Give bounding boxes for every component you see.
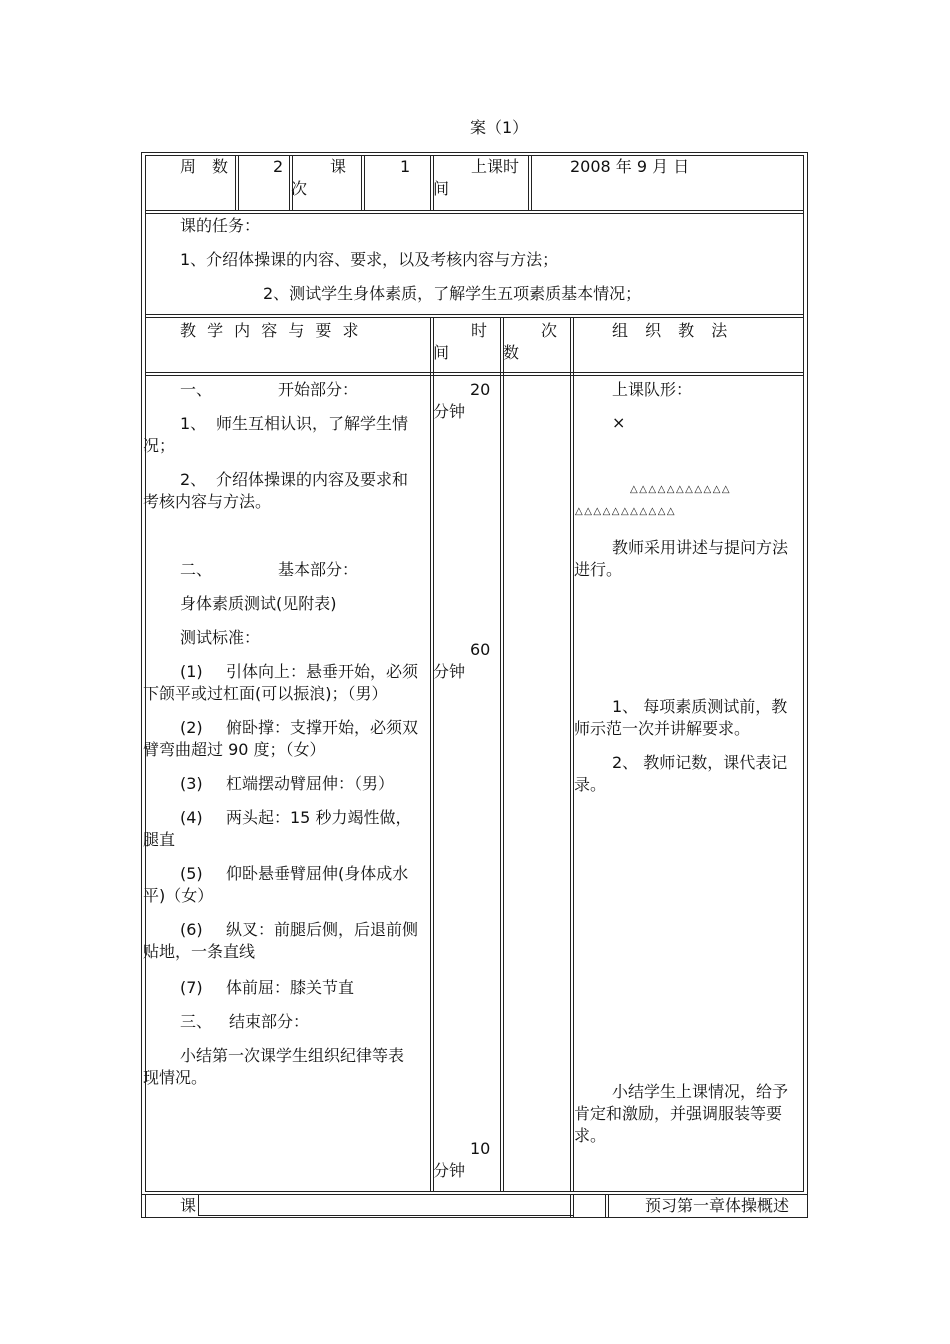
student-row-triangles: △△△△△△△△△△△ bbox=[575, 506, 677, 517]
test-text-cont: 腿直 bbox=[143, 830, 176, 849]
time-value: 10 bbox=[470, 1139, 491, 1158]
column-divider bbox=[433, 317, 434, 1191]
time-label: 上课时 bbox=[471, 157, 520, 176]
section-title: 基本部分： bbox=[278, 560, 359, 579]
column-divider bbox=[503, 317, 504, 1191]
method-text: 2、 教师记数，课代表记 bbox=[612, 753, 788, 772]
column-header-time-cont: 间 bbox=[433, 343, 450, 362]
section-title: 开始部分： bbox=[278, 380, 359, 399]
method-text-cont: 求。 bbox=[574, 1126, 607, 1145]
document-title: 案（1） bbox=[470, 118, 529, 137]
table-border-right bbox=[807, 152, 808, 1218]
section-number: 二、 bbox=[180, 560, 213, 579]
date-value: 2008 年 9 月 日 bbox=[570, 157, 690, 176]
method-text-cont: 进行。 bbox=[574, 560, 623, 579]
test-number: (4) bbox=[180, 808, 203, 827]
item-number: 1、 bbox=[180, 414, 207, 433]
time-value: 20 bbox=[470, 380, 491, 399]
row-divider bbox=[145, 375, 804, 376]
method-text-cont: 师示范一次并讲解要求。 bbox=[574, 719, 751, 738]
summary-text-cont: 现情况。 bbox=[143, 1068, 208, 1087]
table-border-bottom bbox=[141, 1217, 808, 1218]
column-header-time: 时 bbox=[471, 321, 488, 340]
header-divider bbox=[361, 155, 362, 211]
method-text: 教师采用讲述与提问方法 bbox=[612, 538, 789, 557]
table-border-left bbox=[141, 152, 142, 1218]
test-text: 引体向上：悬垂开始，必须 bbox=[226, 662, 419, 681]
section-number: 三、 bbox=[180, 1012, 213, 1031]
footer-underline bbox=[198, 1215, 573, 1216]
week-value: 2 bbox=[273, 157, 284, 176]
item-text: 介绍体操课的内容及要求和 bbox=[216, 470, 409, 489]
column-header-content: 教 学 内 容 与 要 求 bbox=[180, 321, 362, 340]
section-title: 结束部分： bbox=[229, 1012, 310, 1031]
footer-divider bbox=[573, 1194, 574, 1218]
header-divider bbox=[235, 155, 236, 211]
student-row-triangles: △△△△△△△△△△△ bbox=[630, 484, 732, 495]
test-text-cont: 下颌平或过杠面(可以振浪)；（男） bbox=[143, 684, 388, 703]
time-unit: 分钟 bbox=[433, 1161, 466, 1180]
item-number: 2、 bbox=[180, 470, 207, 489]
footer-divider bbox=[145, 1194, 146, 1218]
table-border-right-inner bbox=[803, 155, 804, 1191]
test-text: 体前屈：膝关节直 bbox=[226, 978, 355, 997]
test-number: (3) bbox=[180, 774, 203, 793]
test-intro: 身体素质测试(见附表) bbox=[180, 594, 337, 613]
column-divider bbox=[573, 317, 574, 1191]
test-text: 杠端摆动臂屈伸：（男） bbox=[226, 774, 395, 793]
row-divider bbox=[145, 372, 804, 373]
column-divider bbox=[570, 317, 571, 1191]
row-divider bbox=[145, 317, 804, 318]
method-text: 小结学生上课情况，给予 bbox=[612, 1082, 789, 1101]
test-number: (2) bbox=[180, 718, 203, 737]
row-divider bbox=[145, 314, 804, 315]
item-text-cont: 考核内容与方法。 bbox=[143, 492, 272, 511]
method-text: 1、 每项素质测试前，教 bbox=[612, 697, 788, 716]
test-number: (7) bbox=[180, 978, 203, 997]
tasks-title: 课的任务： bbox=[180, 216, 261, 235]
table-border-top bbox=[141, 152, 808, 153]
teacher-mark: × bbox=[612, 413, 626, 432]
column-divider bbox=[430, 317, 431, 1191]
footer-divider bbox=[608, 1194, 609, 1218]
time-unit: 分钟 bbox=[433, 662, 466, 681]
header-divider bbox=[289, 155, 290, 211]
item-text: 师生互相认识，了解学生情 bbox=[216, 414, 409, 433]
summary-text: 小结第一次课学生组织纪律等表 bbox=[180, 1046, 405, 1065]
test-text: 俯卧撑：支撑开始，必须双 bbox=[226, 718, 419, 737]
test-number: (6) bbox=[180, 920, 203, 939]
test-number: (5) bbox=[180, 864, 203, 883]
footer-divider bbox=[198, 1194, 199, 1216]
section-number: 一、 bbox=[180, 380, 213, 399]
footer-label: 课 bbox=[180, 1196, 197, 1215]
time-value: 60 bbox=[470, 640, 491, 659]
task-item: 2、测试学生身体素质，了解学生五项素质基本情况； bbox=[263, 284, 642, 303]
task-item: 1、介绍体操课的内容、要求，以及考核内容与方法； bbox=[180, 250, 559, 269]
table-border-left-inner bbox=[145, 155, 146, 1191]
header-divider bbox=[364, 155, 365, 211]
week-label: 周 数 bbox=[180, 157, 229, 176]
lesson-label: 课 bbox=[330, 157, 347, 176]
test-text: 两头起：15 秒力竭性做， bbox=[226, 808, 412, 827]
header-divider bbox=[238, 155, 239, 211]
test-standard-label: 测试标准： bbox=[180, 628, 261, 647]
test-text: 纵叉：前腿后侧，后退前侧 bbox=[226, 920, 419, 939]
column-header-count: 次 bbox=[541, 321, 558, 340]
test-text-cont: 平)（女） bbox=[143, 886, 214, 905]
footer-divider bbox=[605, 1194, 606, 1218]
row-divider bbox=[145, 213, 804, 214]
method-text-cont: 肯定和激励，并强调服装等要 bbox=[574, 1104, 783, 1123]
lesson-label-cont: 次 bbox=[291, 179, 308, 198]
header-divider bbox=[430, 155, 431, 211]
header-divider bbox=[531, 155, 532, 211]
test-text-cont: 臂弯曲超过 90 度；（女） bbox=[143, 740, 326, 759]
item-text-cont: 况； bbox=[143, 436, 176, 455]
test-text-cont: 贴地，一条直线 bbox=[143, 942, 256, 961]
method-text-cont: 录。 bbox=[574, 775, 607, 794]
homework-text: 预习第一章体操概述 bbox=[645, 1196, 790, 1215]
row-divider bbox=[141, 1194, 808, 1195]
column-header-count-cont: 数 bbox=[503, 343, 520, 362]
time-unit: 分钟 bbox=[433, 402, 466, 421]
lesson-value: 1 bbox=[400, 157, 411, 176]
row-divider bbox=[145, 1191, 804, 1192]
column-divider bbox=[500, 317, 501, 1191]
row-divider bbox=[145, 210, 804, 211]
time-label-cont: 间 bbox=[433, 179, 450, 198]
formation-label: 上课队形： bbox=[612, 380, 693, 399]
test-number: (1) bbox=[180, 662, 203, 681]
column-header-method: 组 织 教 法 bbox=[612, 321, 734, 340]
test-text: 仰卧悬垂臂屈伸(身体成水 bbox=[226, 864, 409, 883]
header-divider bbox=[528, 155, 529, 211]
